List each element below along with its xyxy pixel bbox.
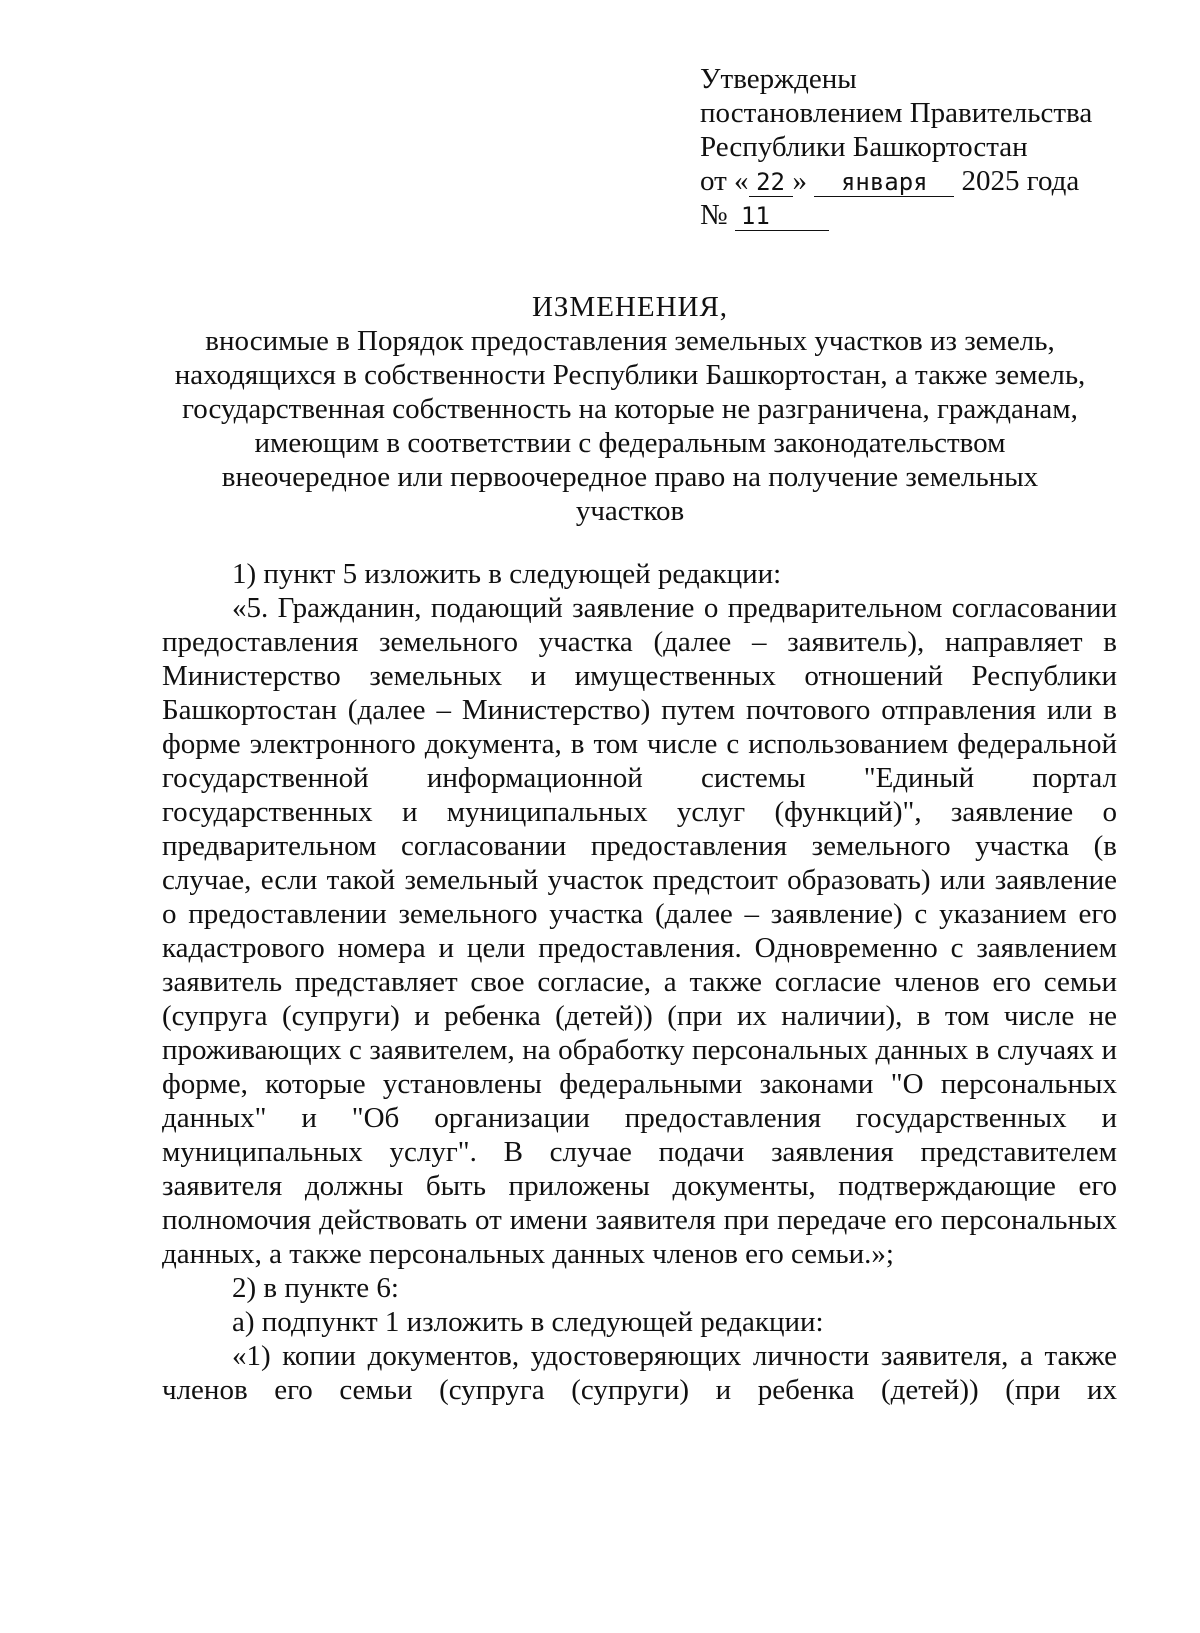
title-line-6: участков: [575, 495, 685, 527]
approval-date-line: [700, 164, 1160, 198]
title-line-1: вносимые в Порядок предоставления земельных участков из земель,: [205, 325, 1055, 357]
item-1-heading: 1) пункт 5 изложить в следующей редакции:: [232, 558, 782, 590]
approval-number-line: [700, 198, 1160, 232]
approval-line-resolution: постановлением Правительства: [700, 97, 1093, 129]
title-line-5: внеочередное или первоочередное право на получение земельных: [221, 461, 1039, 493]
date-day: 22: [749, 168, 793, 197]
title-line-4: имеющим в соответствии с федеральным законодательством: [254, 427, 1006, 459]
item-2a-text: «1) копии документов, удостоверяющих личности заявителя, а также членов его семьи (супруга (супруги) и ребенка (детей)) (при их: [162, 1340, 1117, 1406]
item-2a-heading: а) подпункт 1 изложить в следующей редакции:: [232, 1306, 824, 1338]
document-title: [150, 290, 1110, 528]
date-month: января: [814, 168, 954, 197]
item-2-heading: 2) в пункте 6:: [232, 1272, 399, 1304]
date-year: 2025 года: [961, 165, 1080, 197]
title-heading: ИЗМЕНЕНИЯ,: [531, 291, 729, 323]
date-prefix: от «: [700, 165, 749, 197]
date-mid: »: [792, 165, 808, 197]
title-line-2: находящихся в собственности Республики Башкортостан, а также земель,: [174, 359, 1086, 391]
number-value: 11: [735, 202, 829, 231]
approval-stamp: [700, 62, 1160, 232]
approval-line-approved: Утверждены: [700, 63, 857, 95]
item-1-text: «5. Гражданин, подающий заявление о предварительном согласовании предоставления земельного участка (далее – заявитель), направляет в Министерство земельных и имущественных отношений Республики Башкортостан (далее – Министерство) путем почтового отправления или в форме электронного документа, в том числе с использованием федеральной государственной информационной системы "Единый портал государственных и муниципальных услуг (функций)", заявление о предварительном согласовании предоставления земельного участка (в случае, если такой земельный участок предстоит образовать) или заявление о предоставлении земельного участка (далее – заявление) с указанием его кадастрового номера и цели предоставления. Одновременно с заявлением заявитель представляет свое согласие, а также согласие членов его семьи (супруга (супруги) и ребенка (детей)) (при их наличии), в том числе не проживающих с заявителем, на обработку персональных данных в случаях и форме, которые установлены федеральными законами "О персональных данных" и "Об организации предоставления государственных и муниципальных услуг". В случае подачи заявления представителем заявителя должны быть приложены документы, подтверждающие его полномочия действовать от имени заявителя при передаче его персональных данных, а также персональных данных членов его семьи.»;: [162, 592, 1117, 1270]
approval-line-republic: Республики Башкортостан: [700, 131, 1028, 163]
document-body: [162, 557, 1117, 1407]
number-prefix: №: [700, 199, 728, 231]
title-line-3: государственная собственность на которые не разграничена, гражданам,: [182, 393, 1078, 425]
